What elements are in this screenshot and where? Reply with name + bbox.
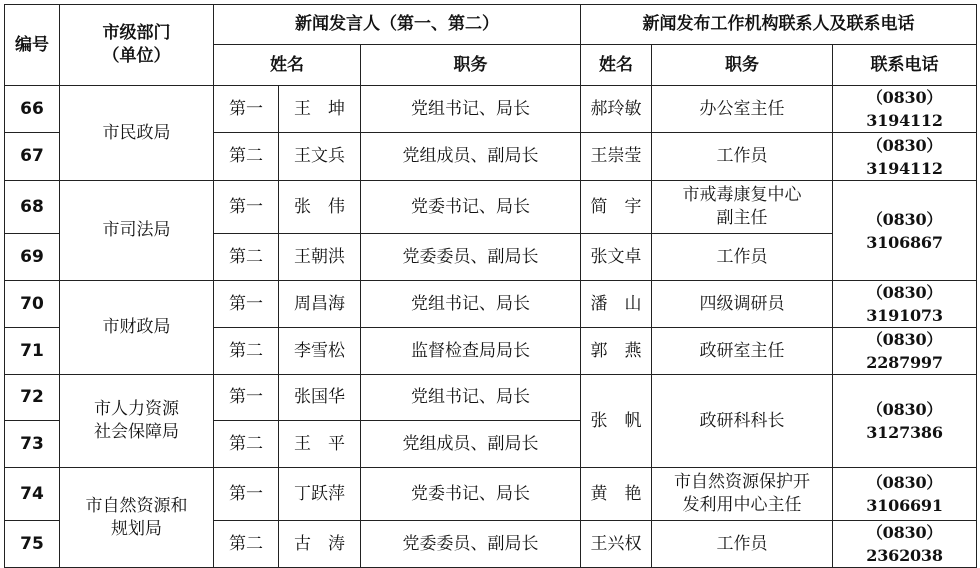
department-line: 市民政局	[102, 122, 171, 143]
contact-position	[652, 181, 833, 234]
spokesperson-name: 张 伟	[279, 181, 361, 234]
header-department-line2: （单位）	[102, 46, 171, 66]
spokesperson-name: 李雪松	[279, 328, 361, 375]
department-cell	[60, 281, 214, 375]
contact-position-line: 工作员	[716, 246, 768, 267]
spokesperson-position: 党委委员、副局长	[361, 234, 581, 281]
spokesperson-position: 党委委员、副局长	[361, 521, 581, 568]
header-contact-phone: 联系电话	[833, 45, 977, 86]
contact-name: 郝玲敏	[581, 86, 652, 133]
department-cell	[60, 375, 214, 468]
header-department-line1: 市级部门	[102, 23, 171, 43]
contact-name: 简 宇	[581, 181, 652, 234]
spokesperson-table	[4, 4, 977, 568]
contact-name: 张文卓	[581, 234, 652, 281]
rank-cell: 第二	[214, 421, 279, 468]
spokesperson-position: 党委书记、局长	[361, 181, 581, 234]
spokesperson-position: 党组书记、局长	[361, 375, 581, 421]
rank-cell: 第二	[214, 521, 279, 568]
table-row	[5, 375, 977, 421]
spokesperson-position: 党组成员、副局长	[361, 421, 581, 468]
table-row	[5, 281, 977, 328]
rank-cell: 第二	[214, 234, 279, 281]
rank-cell: 第一	[214, 86, 279, 133]
department-cell	[60, 468, 214, 568]
contact-phone: （0830）2287997	[833, 328, 977, 375]
header-number: 编号	[5, 5, 60, 86]
contact-position-line: 办公室主任	[699, 98, 785, 119]
contact-position	[652, 234, 833, 281]
spokesperson-position: 党组书记、局长	[361, 281, 581, 328]
department-line: 市司法局	[102, 220, 171, 240]
row-number: 70	[5, 281, 60, 328]
contact-position-line: 工作员	[716, 146, 768, 166]
contact-phone: （0830）3106691	[833, 468, 977, 521]
contact-name: 黄 艳	[581, 468, 652, 521]
header-department	[60, 5, 214, 86]
spokesperson-name: 丁跃萍	[279, 468, 361, 521]
department-line: 市财政局	[102, 317, 171, 337]
contact-position-line: 政研科科长	[699, 410, 785, 431]
contact-position-line: 政研室主任	[699, 340, 785, 361]
row-number: 74	[5, 468, 60, 521]
contact-name: 潘 山	[581, 281, 652, 328]
spokesperson-name: 周昌海	[279, 281, 361, 328]
table-row	[5, 86, 977, 133]
rank-cell: 第一	[214, 375, 279, 421]
contact-position-line: 市戒毒康复中心	[682, 185, 802, 205]
spokesperson-name: 王朝洪	[279, 234, 361, 281]
department-line: 市人力资源	[94, 399, 179, 419]
contact-phone: （0830）3106867	[833, 181, 977, 281]
spokesperson-name: 王文兵	[279, 133, 361, 181]
row-number: 72	[5, 375, 60, 421]
contact-phone: （0830）3194112	[833, 86, 977, 133]
contact-position-line: 四级调研员	[699, 293, 785, 314]
contact-name: 王崇莹	[581, 133, 652, 181]
contact-phone: （0830）3191073	[833, 281, 977, 328]
contact-position	[652, 521, 833, 568]
contact-position	[652, 133, 833, 181]
row-number: 73	[5, 421, 60, 468]
rank-cell: 第一	[214, 281, 279, 328]
row-number: 75	[5, 521, 60, 568]
header-spokesperson-name: 姓名	[214, 45, 361, 86]
spokesperson-position: 党组书记、局长	[361, 86, 581, 133]
header-contact-name: 姓名	[581, 45, 652, 86]
header-spokesperson-position: 职务	[361, 45, 581, 86]
contact-position-line: 工作员	[716, 533, 768, 554]
contact-position-line: 发利用中心主任	[682, 495, 802, 515]
spokesperson-name: 王 平	[279, 421, 361, 468]
row-number: 69	[5, 234, 60, 281]
table-row	[5, 468, 977, 521]
contact-position	[652, 86, 833, 133]
contact-phone: （0830）3127386	[833, 375, 977, 468]
row-number: 66	[5, 86, 60, 133]
rank-cell: 第二	[214, 328, 279, 375]
row-number: 68	[5, 181, 60, 234]
row-number: 71	[5, 328, 60, 375]
header-contact-position: 职务	[652, 45, 833, 86]
rank-cell: 第一	[214, 468, 279, 521]
contact-name: 张 帆	[581, 375, 652, 468]
contact-phone: （0830）3194112	[833, 133, 977, 181]
contact-position	[652, 328, 833, 375]
contact-position	[652, 468, 833, 521]
spokesperson-name: 王 坤	[279, 86, 361, 133]
table-row	[5, 181, 977, 234]
department-line: 市自然资源和	[85, 495, 188, 516]
spokesperson-name: 古 涛	[279, 521, 361, 568]
contact-position	[652, 375, 833, 468]
department-line: 社会保障局	[94, 422, 179, 442]
rank-cell: 第一	[214, 181, 279, 234]
department-cell	[60, 181, 214, 281]
contact-position	[652, 281, 833, 328]
contact-phone: （0830）2362038	[833, 521, 977, 568]
header-contact-group: 新闻发布工作机构联系人及联系电话	[581, 5, 977, 45]
contact-name: 郭 燕	[581, 328, 652, 375]
rank-cell: 第二	[214, 133, 279, 181]
row-number: 67	[5, 133, 60, 181]
department-line: 规划局	[111, 518, 162, 539]
spokesperson-name: 张国华	[279, 375, 361, 421]
contact-position-line: 市自然资源保护开	[674, 472, 811, 492]
contact-name: 王兴权	[581, 521, 652, 568]
header-spokesperson-group: 新闻发言人（第一、第二）	[214, 5, 581, 45]
spokesperson-position: 监督检查局局长	[361, 328, 581, 375]
contact-position-line: 副主任	[716, 208, 768, 228]
department-cell	[60, 86, 214, 181]
spokesperson-position: 党组成员、副局长	[361, 133, 581, 181]
spokesperson-position: 党委书记、局长	[361, 468, 581, 521]
